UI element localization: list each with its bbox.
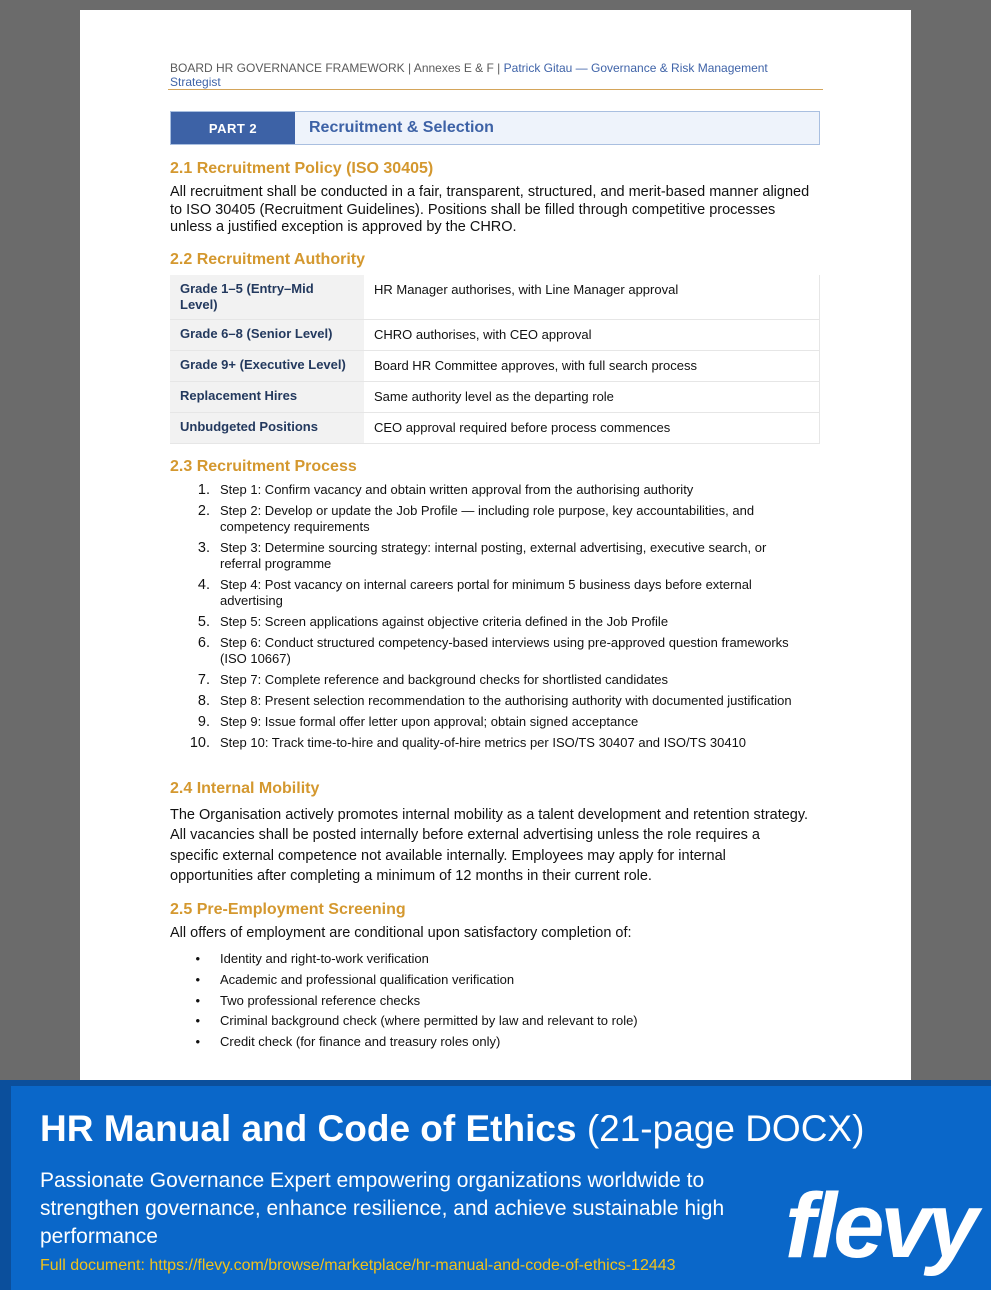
bullet-icon: • [195, 992, 200, 1008]
authority-level: Unbudgeted Positions [170, 413, 364, 444]
process-step [170, 503, 820, 535]
screening-item [170, 1013, 820, 1029]
authority-approval: CEO approval required before process commences [364, 413, 820, 444]
screening-item [170, 951, 820, 967]
screening-item [170, 993, 820, 1009]
banner-document-link[interactable]: Full document: https://flevy.com/browse/marketplace/hr-manual-and-code-of-ethics-12443 [40, 1257, 676, 1274]
header-divider [168, 89, 823, 90]
bullet-icon: • [195, 1034, 200, 1050]
section-2-4-heading: 2.4 Internal Mobility [170, 780, 320, 797]
banner-title-sub: (21-page DOCX) [576, 1108, 865, 1149]
authority-approval: Board HR Committee approves, with full search process [364, 351, 820, 382]
screening-item-text: Credit check (for finance and treasury roles only) [220, 1034, 501, 1050]
banner-title-main: HR Manual and Code of Ethics [40, 1108, 577, 1149]
document-page [80, 10, 911, 1090]
banner-top-edge [0, 1080, 991, 1086]
step-number: 4. [197, 577, 210, 593]
process-step [170, 577, 820, 609]
screening-item [170, 1034, 820, 1050]
section-2-1-heading: 2.1 Recruitment Policy (ISO 30405) [170, 160, 434, 177]
part-title: Recruitment & Selection [295, 112, 819, 144]
screening-item [170, 972, 820, 988]
authority-level: Replacement Hires [170, 382, 364, 413]
screening-item-text: Identity and right-to-work verification [220, 951, 429, 966]
bullet-icon: • [195, 1013, 200, 1029]
section-2-5-heading: 2.5 Pre-Employment Screening [170, 901, 406, 918]
step-text: Step 1: Confirm vacancy and obtain written approval from the authorising authority [220, 482, 694, 497]
process-step [170, 693, 820, 709]
step-number: 3. [197, 540, 210, 556]
step-text: Step 4: Post vacancy on internal careers portal for minimum 5 business days before external advertising [220, 577, 752, 608]
bullet-icon: • [195, 971, 200, 987]
step-number: 7. [197, 672, 210, 688]
header-author-cont: Strategist [170, 75, 221, 89]
step-text: Step 2: Develop or update the Job Profile — including role purpose, key accountabilities, and competency requirements [220, 503, 755, 534]
step-text: Step 6: Conduct structured competency-based interviews using pre-approved question frameworks (ISO 10667) [220, 635, 789, 666]
step-text: Step 7: Complete reference and background checks for shortlisted candidates [220, 672, 669, 687]
process-steps-list [170, 482, 820, 756]
section-2-2-heading: 2.2 Recruitment Authority [170, 251, 365, 268]
authority-row [170, 413, 820, 444]
banner-description: Passionate Governance Expert empowering organizations worldwide to strengthen governance, enhance resilience, and achieve sustainable high performance [40, 1169, 725, 1248]
process-step [170, 482, 820, 498]
step-text: Step 8: Present selection recommendation to the authorising authority with documented justification [220, 693, 792, 708]
authority-table [170, 275, 820, 444]
step-number: 6. [197, 635, 210, 651]
part-label: PART 2 [171, 112, 295, 144]
authority-level: Grade 1–5 (Entry–Mid Level) [170, 275, 364, 320]
authority-level: Grade 9+ (Executive Level) [170, 351, 364, 382]
authority-approval: CHRO authorises, with CEO approval [364, 320, 820, 351]
screening-list [170, 951, 820, 1055]
page-header [170, 61, 820, 89]
process-step [170, 635, 820, 667]
step-number: 5. [197, 614, 210, 630]
step-text: Step 10: Track time-to-hire and quality-of-hire metrics per ISO/TS 30407 and ISO/TS 30410 [220, 735, 747, 750]
authority-level: Grade 6–8 (Senior Level) [170, 320, 364, 351]
screening-item-text: Two professional reference checks [220, 992, 421, 1008]
banner-title [40, 1105, 864, 1153]
screening-item-text: Academic and professional qualification verification [220, 971, 515, 987]
section-2-4-text: The Organisation actively promotes internal mobility as a talent development and retention strategy. All vacancies shall be posted internally before external advertising unless the role requires a specific external competence not available internally. Employees may apply for internal opportunities after completing a minimum of 12 months in their current role. [170, 807, 809, 884]
authority-row [170, 351, 820, 382]
process-step [170, 540, 820, 572]
flevy-logo: flevy [785, 1175, 975, 1277]
screening-item-text: Criminal background check (where permitted by law and relevant to role) [220, 1013, 638, 1029]
step-number: 8. [197, 693, 210, 709]
bullet-icon: • [195, 951, 200, 966]
process-step [170, 672, 820, 688]
step-number: 10. [189, 735, 210, 751]
authority-approval: HR Manager authorises, with Line Manager approval [364, 275, 820, 320]
step-number: 9. [197, 714, 210, 730]
section-2-5-intro: All offers of employment are conditional upon satisfactory completion of: [170, 925, 632, 941]
process-step [170, 614, 820, 630]
process-step [170, 714, 820, 730]
header-author: Patrick Gitau — Governance & Risk Management [503, 61, 768, 75]
authority-approval: Same authority level as the departing role [364, 382, 820, 413]
step-number: 2. [197, 503, 210, 519]
step-text: Step 3: Determine sourcing strategy: internal posting, external advertising, executive search, or referral programme [220, 540, 767, 571]
step-text: Step 9: Issue formal offer letter upon approval; obtain signed acceptance [220, 714, 639, 729]
step-number: 1. [197, 482, 210, 498]
step-text: Step 5: Screen applications against objective criteria defined in the Job Profile [220, 614, 669, 629]
section-2-3-heading: 2.3 Recruitment Process [170, 458, 357, 475]
authority-row [170, 382, 820, 413]
header-doc-title: BOARD HR GOVERNANCE FRAMEWORK | Annexes E & F | [170, 61, 504, 75]
section-2-1-text: All recruitment shall be conducted in a fair, transparent, structured, and merit-based manner aligned to ISO 30405 (Recruitment Guidelines). Positions shall be filled through competitive processes unless a justified exception is approved by the CHRO. [170, 184, 810, 235]
part-banner [170, 111, 820, 145]
authority-row [170, 275, 820, 320]
authority-row [170, 320, 820, 351]
banner-left-edge [0, 1080, 11, 1290]
process-step [170, 735, 820, 751]
